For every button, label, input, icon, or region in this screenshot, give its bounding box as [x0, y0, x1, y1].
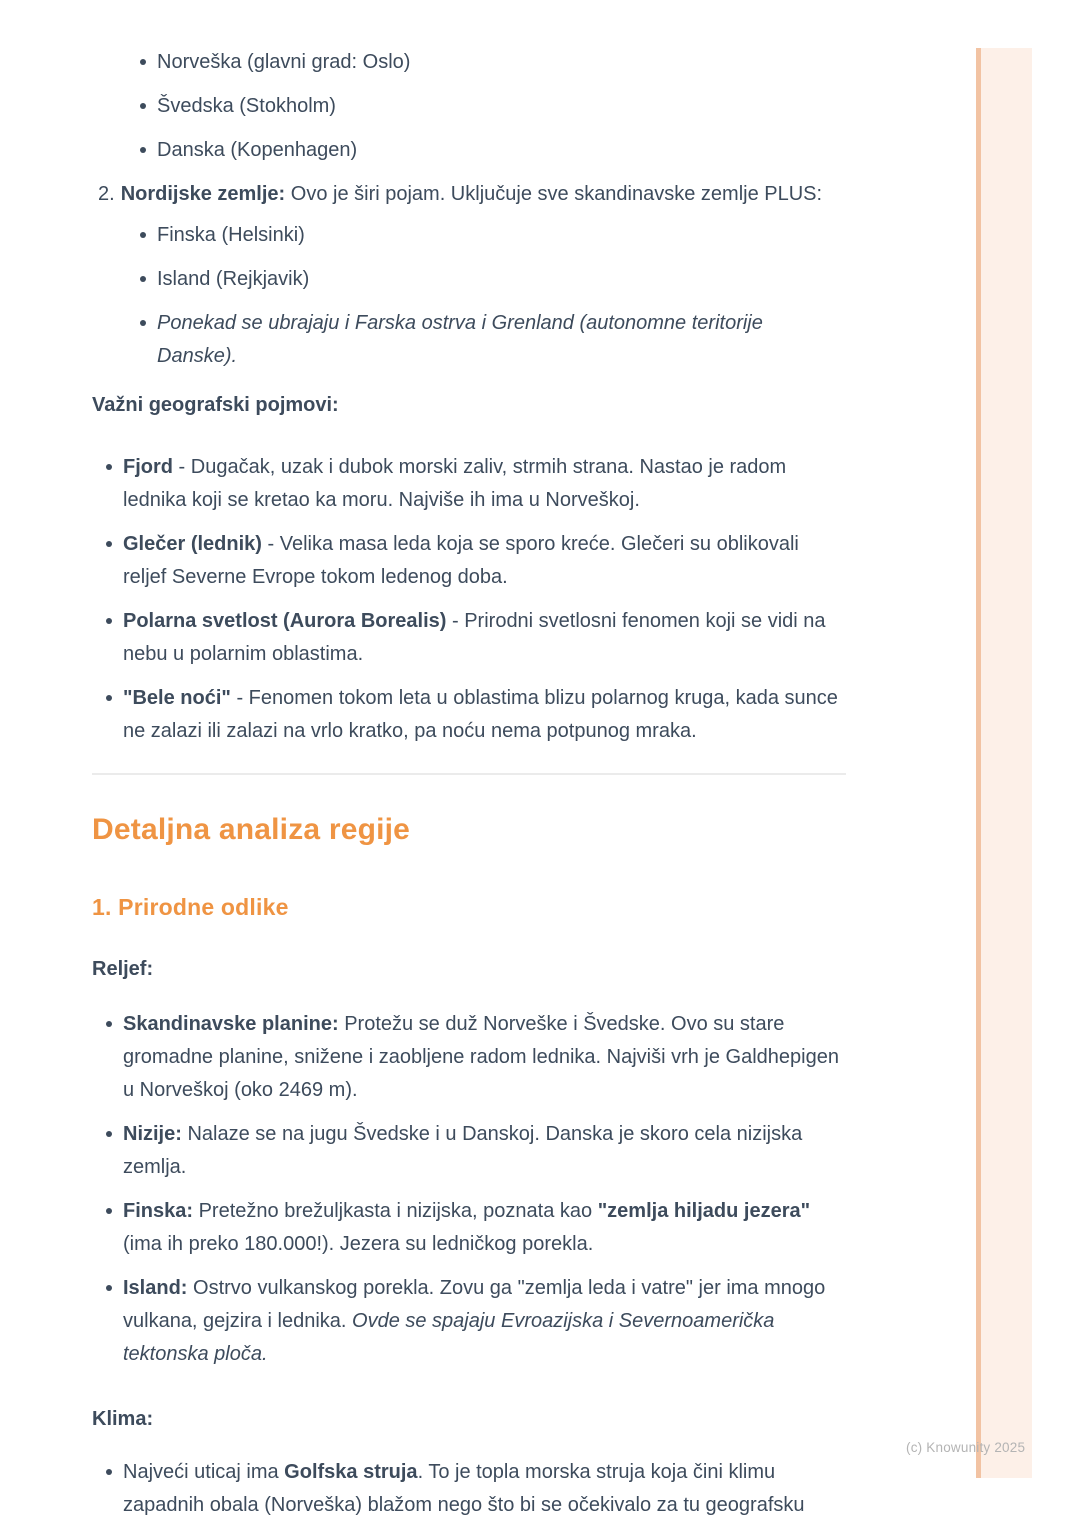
list-item	[123, 1272, 846, 1371]
text-segment: - Prirodni svetlosni fenomen koji se vidi na nebu u polarnim oblastima.	[123, 610, 826, 665]
text-segment: Island (Rejkjavik)	[157, 268, 310, 290]
list-number: 2.	[98, 183, 115, 205]
nordic-countries-list	[92, 219, 846, 373]
climate-heading: Klima:	[92, 1408, 154, 1430]
subsection-title: 1. Prirodne odlike	[92, 894, 289, 920]
section-title: Detaljna analiza regije	[92, 813, 411, 846]
list-item	[123, 605, 846, 671]
text-segment: Nizije:	[123, 1123, 182, 1145]
text-segment: Ovo je širi pojam. Uključuje sve skandinavske zemlje PLUS:	[285, 183, 823, 205]
text-segment: Finska (Helsinki)	[157, 224, 305, 246]
text-segment: "zemlja hiljadu jezera"	[597, 1200, 811, 1222]
text-segment: Glečer (lednik)	[123, 533, 262, 555]
text-segment: - Fenomen tokom leta u oblastima blizu polarnog kruga, kada sunce ne zalazi ili zalazi na vrlo kratko, pa noću nema potpunog mraka.	[123, 687, 838, 742]
list-item	[157, 134, 846, 167]
relief-list	[92, 1008, 846, 1371]
list-item	[123, 1195, 846, 1261]
text-segment: (ima ih preko 180.000!). Jezera su ledničkog porekla.	[123, 1233, 594, 1255]
list-item	[157, 46, 846, 79]
text-segment: Švedska (Stokholm)	[157, 95, 336, 117]
list-item	[157, 219, 846, 252]
list-item	[157, 307, 846, 373]
list-item	[123, 1118, 846, 1184]
section-divider	[92, 773, 846, 775]
list-item	[123, 682, 846, 748]
text-segment: - Dugačak, uzak i dubok morski zaliv, strmih strana. Nastao je radom lednika koji se kretao ka moru. Najviše ih ima u Norveškoj.	[123, 456, 787, 511]
text-segment: . To je topla morska struja koja čini klimu zapadnih obala (Norveška) blažom nego što bi se očekivalo za tu geografsku	[123, 1461, 805, 1516]
text-segment: Ovde se spajaju Evroazijska i Severnoamerička tektonska ploča.	[123, 1310, 775, 1365]
text-segment: Nordijske zemlje:	[120, 183, 286, 205]
text-segment: Protežu se duž Norveške i Švedske. Ovo su stare gromadne planine, snižene i zaobljene radom lednika. Najviši vrh je Galdhepigen u Norveškoj (oko 2469 m).	[123, 1013, 839, 1101]
text-segment: Golfska struja	[284, 1461, 418, 1483]
text-segment: Polarna svetlost (Aurora Borealis)	[123, 610, 447, 632]
text-segment: Island:	[123, 1277, 188, 1299]
text-segment: Pretežno brežuljkasta i nizijska, poznata kao	[193, 1200, 598, 1222]
document-content	[92, 46, 846, 1528]
geo-terms-list	[92, 451, 846, 748]
text-segment: Nalaze se na jugu Švedske i u Danskoj. Danska je skoro cela nizijska zemlja.	[123, 1123, 803, 1178]
geo-terms-heading: Važni geografski pojmovi:	[92, 394, 339, 416]
text-segment: - Velika masa leda koja se sporo kreće. Glečeri su oblikovali reljef Severne Evrope tokom ledenog doba.	[123, 533, 799, 588]
text-segment: Danska (Kopenhagen)	[157, 139, 358, 161]
watermark: (c) Knowunity 2025	[906, 1440, 1026, 1455]
text-segment: Ostrvo vulkanskog porekla. Zovu ga "zemlja leda i vatre" jer ima mnogo vulkana, gejzira i lednika.	[123, 1277, 826, 1332]
list-item	[123, 1456, 846, 1522]
list-item	[157, 90, 846, 123]
list-item	[123, 528, 846, 594]
climate-list	[92, 1456, 846, 1522]
page-edge-stripe	[976, 48, 1032, 1478]
numbered-item-nordic	[92, 178, 846, 211]
text-segment: Ponekad se ubrajaju i Farska ostrva i Grenland (autonomne teritorije Danske).	[157, 312, 763, 367]
scandinavian-countries-list	[92, 46, 846, 167]
list-item	[123, 1008, 846, 1107]
text-segment: Najveći uticaj ima	[123, 1461, 285, 1483]
text-segment: Fjord	[123, 456, 173, 478]
text-segment: Norveška (glavni grad: Oslo)	[157, 51, 411, 73]
text-segment: "Bele noći"	[123, 687, 231, 709]
list-item	[157, 263, 846, 296]
text-segment: Finska:	[123, 1200, 194, 1222]
numbered-item-text	[121, 183, 822, 205]
text-segment: Skandinavske planine:	[123, 1013, 339, 1035]
relief-heading: Reljef:	[92, 958, 154, 980]
list-item	[123, 451, 846, 517]
